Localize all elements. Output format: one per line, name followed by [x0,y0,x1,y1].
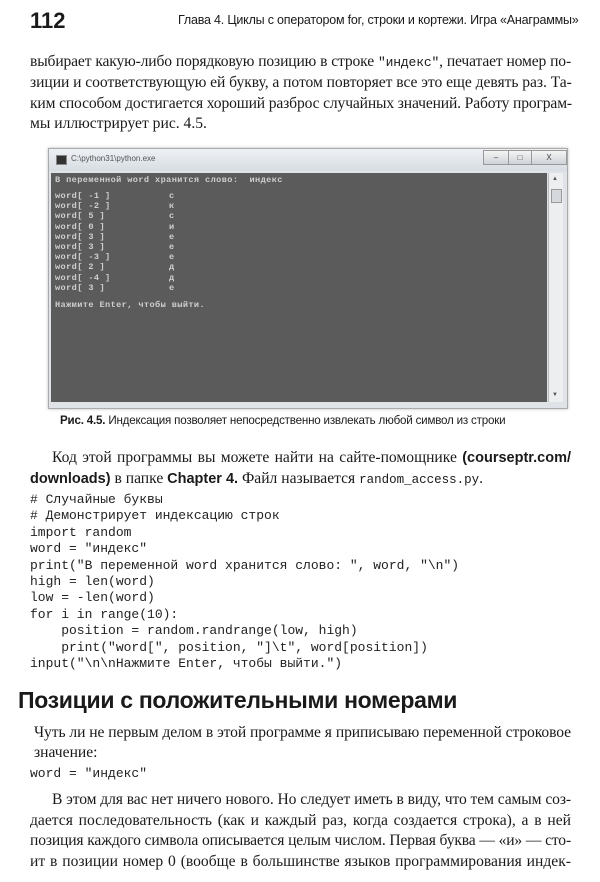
console-row-index: word[ 2 ] [55,262,106,273]
text-line: мы иллюстрирует рис. 4.5. [30,115,207,132]
text: выбирает какую-либо порядковую позицию в строке [30,53,378,70]
text-line: В этом для вас нет ничего нового. Но следует иметь в виду, что тем самым соз- [52,791,571,808]
console-row-index: word[ 3 ] [55,282,106,293]
title-bar [49,149,567,171]
vertical-scrollbar[interactable] [548,173,563,402]
console-row-index: word[ -2 ] [55,201,111,212]
console-row-index: word[ -3 ] [55,252,111,263]
code-line: # Случайные буквы [30,492,163,507]
console-row-char: к [169,201,175,212]
console-app-icon [56,155,67,165]
folder-name: Chapter 4. [167,471,239,487]
code-line: position = random.randrange(low, high) [30,623,358,639]
caption-text: Индексация позволяет непосредственно извлекать любой символ из строки [105,414,506,427]
console-row-char: е [169,282,175,293]
website-link-cont[interactable]: downloads) [30,471,111,487]
figure-caption [60,414,505,428]
code-line: for i in range(10): [30,606,179,622]
section-heading: Позиции с положительными номерами [18,687,458,713]
code-line: print("В переменной word хранится слово: ", word, "\n") [30,557,460,573]
console-row-index: word[ 0 ] [55,221,106,232]
code-line: word = "индекс" [30,541,148,557]
text-line: ит в позиции номер 0 (вообще в большинстве языков программирования индек- [30,853,571,870]
text: в папке [110,470,168,487]
console-output [51,173,547,402]
code-line: # Демонстрирует индексацию строк [30,508,280,524]
text-line: ким способом достигается хороший разброс случайных значений. Работу програм- [30,95,572,112]
text: Файл называется [238,470,360,487]
text: Код этой программы вы можете найти на сайте-помощнике [52,449,463,466]
console-row-char: с [169,211,175,222]
console-window-figure [48,148,568,409]
console-row-char: е [169,242,175,252]
text-line [30,469,483,489]
code-listing [30,492,459,672]
running-header: Глава 4. Циклы с оператором for, строки и кортежи. Игра «Анаграммы» [178,13,579,27]
text-line: дается последовательность (как и каждый раз, когда создается строка), а в ней [30,812,571,829]
file-name: random_access.py [359,473,480,487]
scroll-up-arrow-icon[interactable]: ▲ [552,176,558,182]
console-row-char: с [169,191,175,201]
console-row-char: и [169,221,175,232]
console-row-char: д [169,262,175,273]
console-row-index: word[ 5 ] [55,211,106,222]
console-row-index: word[ 3 ] [55,231,106,242]
scroll-down-arrow-icon[interactable]: ▼ [552,392,558,398]
page-number: 112 [30,8,66,33]
console-footer: Нажмите Enter, чтобы выйти. [55,300,206,310]
console-row-index: word[ -4 ] [55,272,111,283]
text-line [30,52,571,72]
inline-code-block: word = "индекс" [30,766,148,781]
console-row-index: word[ 3 ] [55,242,106,252]
text-line: зиции и соответствующую ей букву, а потом повторяет все это еще девять раз. Та- [30,74,572,91]
code-line: low = -len(word) [30,590,155,606]
code-line: high = len(word) [30,573,155,589]
window-title: C:\python31\python.exe [71,154,156,163]
console-header: В переменной word хранится слово: индекс [55,175,283,185]
close-button[interactable]: X [531,150,567,165]
console-row-index: word[ -1 ] [55,191,111,201]
code-line: import random [30,524,132,540]
caption-label: Рис. 4.5. [60,414,106,427]
inline-code: "индекс" [377,55,440,70]
console-row-char: е [169,252,175,263]
scrollbar-thumb[interactable] [551,189,562,203]
text-line: позиция каждого символа описывается целым числом. Первая буква — «и» — сто- [30,832,571,849]
text-line [30,448,571,468]
text: . [479,470,484,487]
text-line: Чуть ли не первым делом в этой программе я приписываю переменной строковое [34,724,571,741]
website-link[interactable]: (courseptr.com/ [462,450,571,466]
console-row-char: д [169,272,175,283]
maximize-button[interactable]: □ [508,150,532,165]
text-line: значение: [34,744,98,761]
console-row-char: е [169,231,175,242]
text: , печатает номер по- [439,53,571,70]
code-line: print("word[", position, "]\t", word[position]) [30,639,428,655]
code-line: input("\n\nНажмите Enter, чтобы выйти.") [30,655,343,671]
minimize-button[interactable]: – [483,150,509,165]
